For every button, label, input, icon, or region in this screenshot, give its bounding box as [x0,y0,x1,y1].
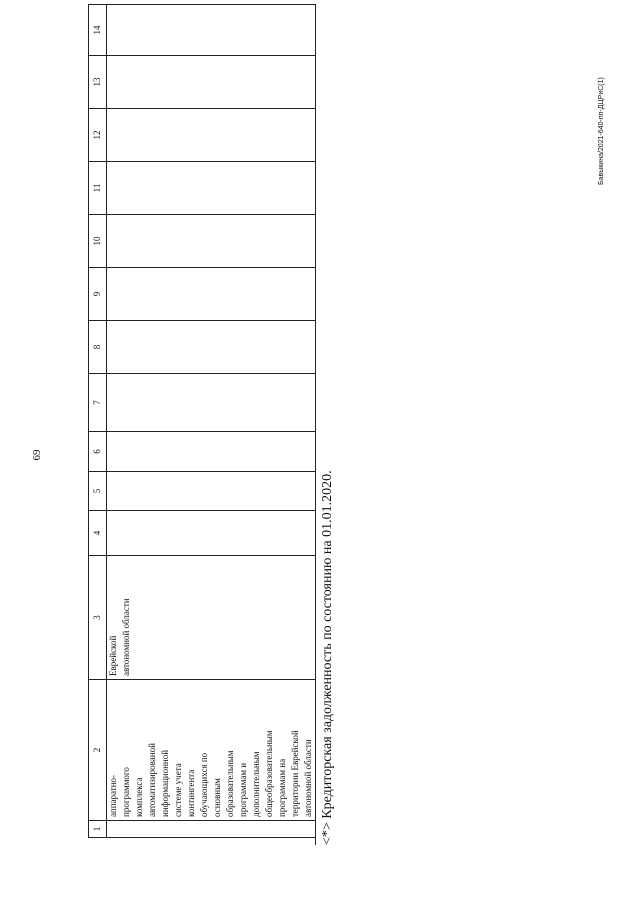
data-table-rotated [88,23,313,838]
cell-col-8 [107,321,316,374]
cell-col-5 [107,472,316,511]
footnote-text: <*> Кредиторская задолженность по состоянию на 01.01.2020. [320,470,335,845]
header-col-13: 13 [89,56,107,109]
cell-col-12 [107,109,316,162]
cell-col-10 [107,215,316,268]
cell-col-2: аппаратно- программого комплекса автоматизированой информационной системе учета контингента обучающихся по основным образовательным программам и дополнительным общеобразовательным программам на территории Еврейской автономной области [107,680,316,821]
cell-col-14 [107,5,316,56]
header-col-14: 14 [89,5,107,56]
header-col-12: 12 [89,109,107,162]
cell-col-6 [107,432,316,472]
page-number: 69 [31,449,43,461]
header-col-6: 6 [89,432,107,472]
header-col-11: 11 [89,162,107,215]
cell-col-11 [107,162,316,215]
header-col-3: 3 [89,556,107,680]
document-id: Бавыкина/2021-640-пп-ДЦРиС(1) [598,77,605,185]
table-header-row [89,5,107,838]
footnote-separator [315,655,316,845]
document-id-block [598,15,610,185]
header-col-2: 2 [89,680,107,821]
cell-col-9 [107,268,316,321]
header-col-5: 5 [89,472,107,511]
cell-col-7 [107,374,316,432]
header-col-4: 4 [89,511,107,556]
data-table [88,4,316,838]
header-col-7: 7 [89,374,107,432]
header-col-1: 1 [89,821,107,838]
header-col-10: 10 [89,215,107,268]
cell-col-13 [107,56,316,109]
header-col-8: 8 [89,321,107,374]
footnote-block [315,405,345,845]
table-row [107,5,316,838]
cell-col-4 [107,511,316,556]
cell-col-1 [107,821,316,838]
header-col-9: 9 [89,268,107,321]
cell-col-3: Еврейской автономной области [107,556,316,680]
